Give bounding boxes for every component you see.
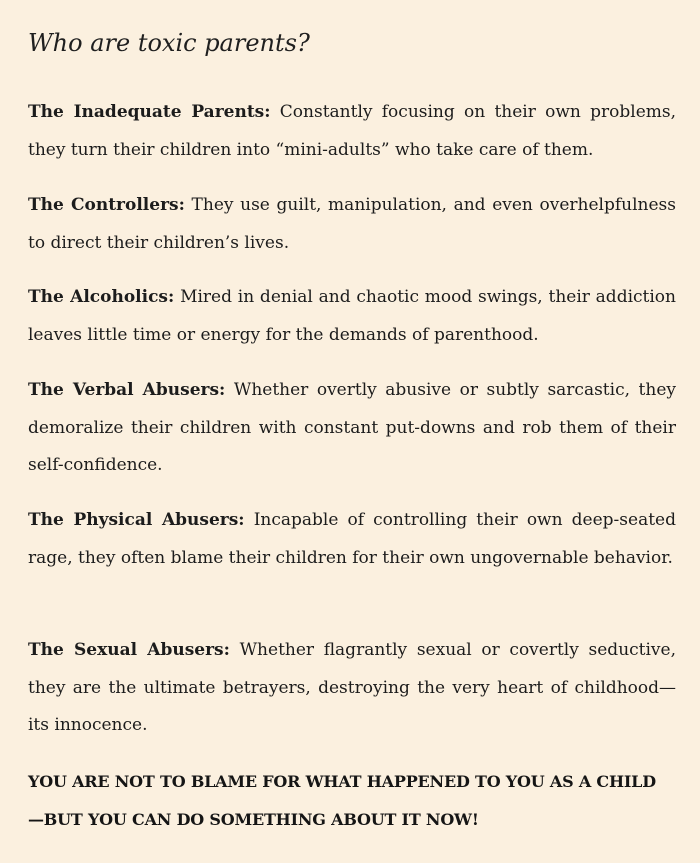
section-heading: Who are toxic parents? bbox=[28, 29, 310, 57]
entry-description: Whether flagrantly sexual or covertly seductive, they are the ultimate betrayers, destroying the very heart of childhood—its innocence. bbox=[28, 640, 676, 735]
entry-description: They use guilt, manipulation, and even overhelpfulness to direct their children’s lives. bbox=[28, 195, 677, 253]
entry-term: The Physical Abusers: bbox=[28, 510, 245, 530]
closing-line-2: —BUT YOU CAN DO SOMETHING ABOUT IT NOW! bbox=[28, 809, 479, 829]
entry-term: The Inadequate Parents: bbox=[28, 102, 271, 122]
entry-physical-abusers bbox=[28, 502, 676, 577]
entry-term: The Sexual Abusers: bbox=[28, 640, 230, 660]
entry-term: The Verbal Abusers: bbox=[28, 380, 226, 400]
entry-controllers bbox=[28, 187, 676, 262]
entry-term: The Controllers: bbox=[28, 195, 185, 215]
entry-description: Mired in denial and chaotic mood swings, their addiction leaves little time or energy for the demands of parenthood. bbox=[28, 287, 676, 345]
entry-term: The Alcoholics: bbox=[28, 287, 175, 307]
entry-inadequate-parents bbox=[28, 94, 676, 169]
entry-description: Incapable of controlling their own deep-seated rage, they often blame their children for their own ungovernable behavior. bbox=[28, 510, 676, 568]
closing-line-1: YOU ARE NOT TO BLAME FOR WHAT HAPPENED TO YOU AS A CHILD bbox=[28, 772, 656, 791]
entry-description: Constantly focusing on their own problems, they turn their children into “mini-adults” who take care of them. bbox=[28, 102, 677, 160]
entry-alcoholics bbox=[28, 279, 676, 354]
closing-statement bbox=[28, 763, 678, 838]
entry-sexual-abusers bbox=[28, 632, 676, 745]
entry-verbal-abusers bbox=[28, 372, 676, 485]
entry-description: Whether overtly abusive or subtly sarcastic, they demoralize their children with constant put-downs and rob them of their self-confidence. bbox=[28, 380, 676, 475]
